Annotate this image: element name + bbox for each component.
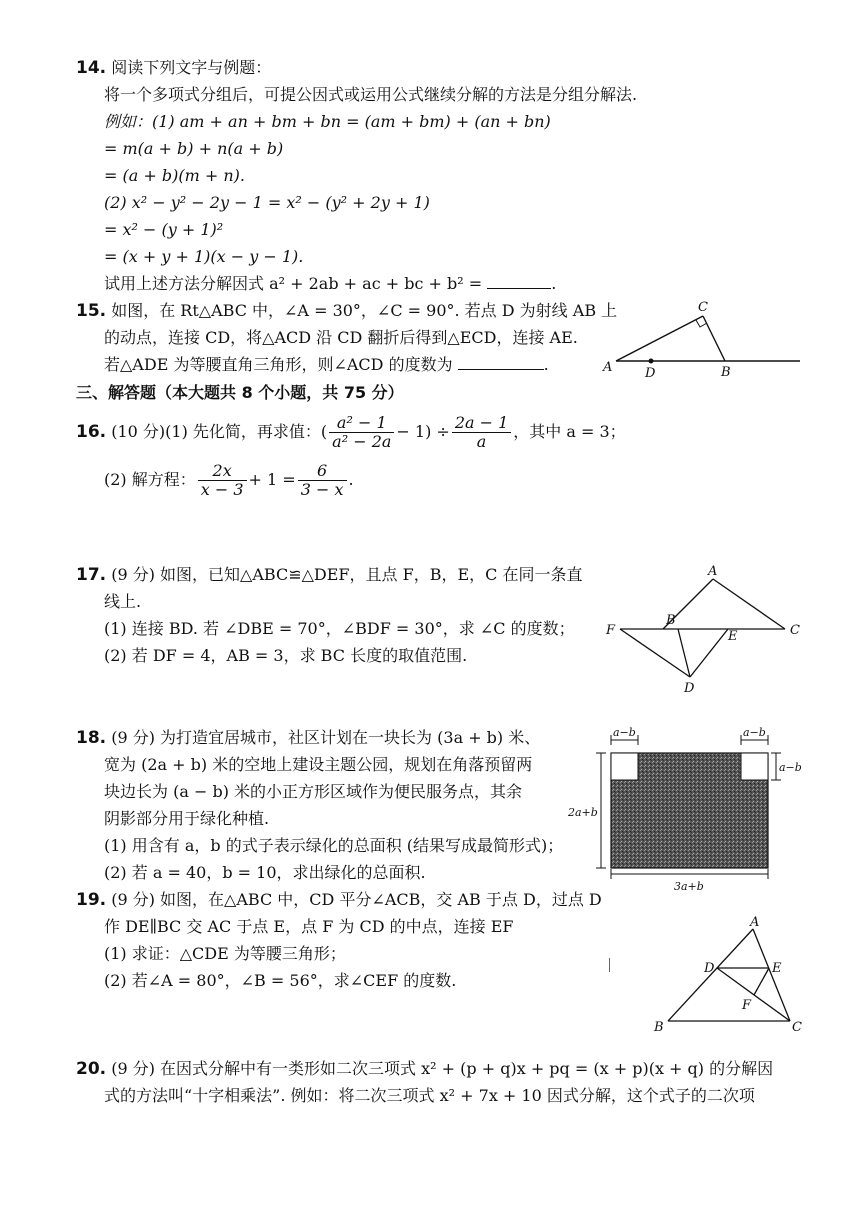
question-number: 16. <box>76 422 107 442</box>
q19-text-2: 作 DE∥BC 交 AC 于点 E，点 F 为 CD 的中点，连接 EF <box>104 917 514 936</box>
q18-park-rectangle-figure <box>568 726 808 896</box>
fraction-3 <box>198 462 247 499</box>
question-heading: 阅读下列文字与例题： <box>111 58 272 77</box>
question-number: 15. <box>76 301 107 321</box>
question-14-title <box>76 57 271 79</box>
q18-text-3: 块边长为 (a − b) 米的小正方形区域作为便民服务点，其余 <box>104 782 523 801</box>
q14-example-2-line-3: = (x + y + 1)(x − y − 1). <box>104 247 304 266</box>
denominator: x − 3 <box>200 479 244 499</box>
answer-blank[interactable] <box>458 355 544 370</box>
q20-text-2: 式的方法叫“十字相乘法”. 例如：将二次三项式 x² + 7x + 10 因式分解，这个式子的二次项 <box>104 1086 755 1105</box>
q16-p2-mid: + 1 = <box>248 470 296 489</box>
q15-text-1: 如图，在 Rt△ABC 中，∠A = 30°，∠C = 90°. 若点 D 为射线 AB 上 <box>111 301 618 320</box>
q16-p2-post: . <box>348 470 354 489</box>
label-b: B <box>666 613 676 628</box>
label-a: A <box>708 564 718 579</box>
label-c: C <box>698 300 708 315</box>
question-17-line-1 <box>76 564 583 586</box>
q20-text-1: (9 分) 在因式分解中有一类形如二次三项式 x² + (p + q)x + pq = (x + p)(x + q) 的分解因 <box>111 1059 774 1078</box>
q19-triangle-figure <box>640 915 810 1035</box>
q16-p1-pre: (10 分)(1) 先化简，再求值：( <box>111 422 328 441</box>
q15-text-3: 若△ADE 为等腰直角三角形，则∠ACD 的度数为 <box>104 355 453 374</box>
q18-text-2: 宽为 (2a + b) 米的空地上建设主题公园，规划在角落预留两 <box>104 755 533 774</box>
label-e: E <box>728 629 738 644</box>
label-top-right: a−b <box>743 726 766 739</box>
q14-example-2-line-1: (2) x² − y² − 2y − 1 = x² − (y² + 2y + 1) <box>104 193 430 212</box>
q15-text-2: 的动点，连接 CD，将△ACD 沿 CD 翻折后得到△ECD，连接 AE. <box>104 328 578 347</box>
q16-p2-pre: (2) 解方程： <box>104 470 196 489</box>
numerator: 6 <box>298 462 347 481</box>
label-a: A <box>750 915 760 930</box>
denominator: a² − 2a <box>332 431 392 451</box>
label-right: a−b <box>779 761 802 774</box>
label-d: D <box>704 961 715 976</box>
label-b: B <box>721 365 731 380</box>
label-e: E <box>772 961 782 976</box>
q16-p1-mid: − 1) ÷ <box>396 422 450 441</box>
q14-task: 试用上述方法分解因式 a² + 2ab + ac + bc + b² = . <box>104 274 557 293</box>
numerator: 2a − 1 <box>452 414 511 433</box>
label-b: B <box>654 1020 664 1035</box>
question-16-part-2 <box>104 458 354 502</box>
q18-text-4: 阴影部分用于绿化种植. <box>104 809 270 828</box>
label-c: C <box>790 623 800 638</box>
numerator: 2x <box>198 462 247 481</box>
q19-text-1: (9 分) 如图，在△ABC 中，CD 平分∠ACB，交 AB 于点 D，过点 D <box>111 890 602 909</box>
label-c: C <box>792 1020 802 1035</box>
q18-text-5: (1) 用含有 a，b 的式子表示绿化的总面积 (结果写成最简形式)； <box>104 836 564 855</box>
question-16-part-1 <box>76 410 626 454</box>
q14-example-1-line-1: 例如：(1) am + an + bm + bn = (am + bm) + (an + bn) <box>104 112 551 131</box>
q17-text-4: (2) 若 DF = 4，AB = 3，求 BC 长度的取值范围. <box>104 646 468 665</box>
question-18-line-1 <box>76 727 540 749</box>
q18-text-6: (2) 若 a = 40，b = 10，求出绿化的总面积. <box>104 863 426 882</box>
label-bottom: 3a+b <box>674 880 704 893</box>
fraction-1 <box>329 414 394 451</box>
scan-mark <box>609 958 610 972</box>
question-number: 17. <box>76 565 107 585</box>
q17-text-2: 线上. <box>104 592 142 611</box>
label-a: A <box>603 360 613 375</box>
fraction-2 <box>452 414 511 451</box>
q14-example-1-line-3: = (a + b)(m + n). <box>104 166 245 185</box>
denominator: a <box>476 431 487 451</box>
question-number: 20. <box>76 1059 107 1079</box>
q19-text-4: (2) 若∠A = 80°，∠B = 56°，求∠CEF 的度数. <box>104 971 457 990</box>
label-f: F <box>606 623 616 638</box>
label-left: 2a+b <box>568 806 598 819</box>
q14-example-1-line-2: = m(a + b) + n(a + b) <box>104 139 284 158</box>
label-d: D <box>684 681 695 696</box>
answer-blank[interactable] <box>487 274 551 289</box>
q14-task-text: 试用上述方法分解因式 a² + 2ab + ac + bc + b² = <box>104 274 483 293</box>
question-number: 14. <box>76 58 107 78</box>
question-15-line-1 <box>76 300 617 322</box>
q18-text-1: (9 分) 为打造宜居城市，社区计划在一块长为 (3a + b) 米、 <box>111 728 541 747</box>
question-20-line-1 <box>76 1058 773 1080</box>
label-top-left: a−b <box>613 726 636 739</box>
q17-congruent-triangles-figure <box>600 562 810 697</box>
q16-p1-post: ，其中 a = 3； <box>513 422 626 441</box>
question-15-line-3: 若△ADE 为等腰直角三角形，则∠ACD 的度数为 . <box>104 355 549 374</box>
q14-example-2-line-2: = x² − (y + 1)² <box>104 220 224 239</box>
question-number: 19. <box>76 890 107 910</box>
q17-text-3: (1) 连接 BD. 若 ∠DBE = 70°，∠BDF = 30°，求 ∠C 的度数； <box>104 619 575 638</box>
question-19-line-1 <box>76 889 602 911</box>
denominator: 3 − x <box>300 479 344 499</box>
section-heading: 三、解答题（本大题共 8 个小题，共 75 分） <box>76 383 404 402</box>
label-f: F <box>742 998 752 1013</box>
q17-text-1: (9 分) 如图，已知△ABC≌△DEF，且点 F，B，E，C 在同一条直 <box>111 565 583 584</box>
numerator: a² − 1 <box>329 414 394 433</box>
label-d: D <box>645 366 656 381</box>
q15-triangle-figure <box>600 296 810 381</box>
q19-text-3: (1) 求证：△CDE 为等腰三角形； <box>104 944 346 963</box>
q14-intro: 将一个多项式分组后，可提公因式或运用公式继续分解的方法是分组分解法. <box>104 85 638 104</box>
question-number: 18. <box>76 728 107 748</box>
fraction-4 <box>298 462 347 499</box>
